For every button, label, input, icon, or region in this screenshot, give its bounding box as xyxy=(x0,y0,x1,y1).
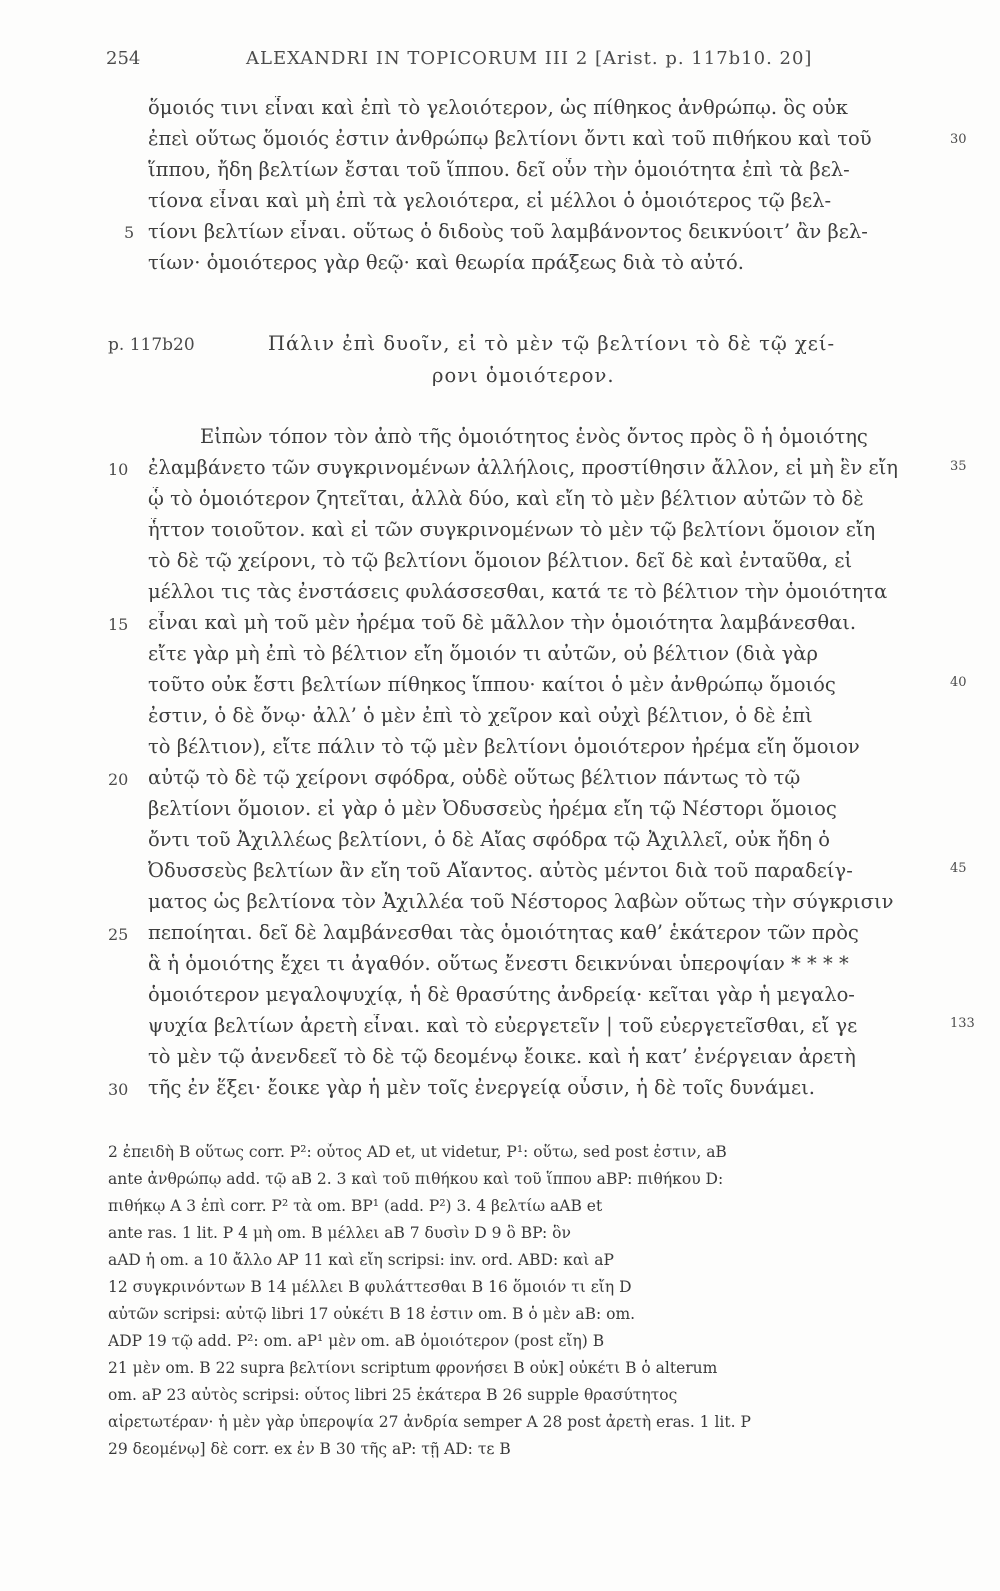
text-line: εἶναι καὶ μὴ τοῦ μὲν ἠρέμα τοῦ δὲ μᾶλλον τὴν ὁμοιότητα λαμβάνεσθαι. xyxy=(148,611,857,634)
apparatus-line: om. aP 23 αὐτὸς scripsi: οὗτος libri 25 ἑκάτερα B 26 supple θρασύτητος xyxy=(108,1386,678,1404)
text-line: ὅμοιός τινι εἶναι καὶ ἐπὶ τὸ γελοιότερον, ὡς πίθηκος ἀνθρώπῳ. ὃς οὐκ xyxy=(148,96,848,119)
text-line: τὸ δὲ τῷ χείρονι, τὸ τῷ βελτίονι ὅμοιον βέλτιον. δεῖ δὲ καὶ ἐνταῦθα, εἰ xyxy=(148,549,853,572)
apparatus-line: πιθήκῳ A 3 ἐπὶ corr. P² τὰ om. BP¹ (add. P²) 3. 4 βελτίω aAB et xyxy=(108,1197,603,1215)
text-line: ἃ ἡ ὁμοιότης ἔχει τι ἀγαθόν. οὕτως ἔνεστι δεικνύναι ὑπεροψίαν * * * * xyxy=(148,952,849,975)
text-line: ἐλαμβάνετο τῶν συγκρινομένων ἀλλήλοις, προστίθησιν ἄλλον, εἰ μὴ ἓν εἴη xyxy=(148,456,898,479)
text-line: ματος ὡς βελτίονα τὸν Ἀχιλλέα τοῦ Νέστορος λαβὼν οὕτως τὴν σύγκρισιν xyxy=(148,890,894,913)
text-line: εἴτε γὰρ μὴ ἐπὶ τὸ βέλτιον εἴη ὅμοιόν τι αὐτῶν, οὐ βέλτιον (διὰ γὰρ xyxy=(148,642,818,665)
text-line: τὸ μὲν τῷ ἀνενδεεῖ τὸ δὲ τῷ δεομένῳ ἔοικε. καὶ ἡ κατ’ ἐνέργειαν ἀρετὴ xyxy=(148,1045,856,1068)
line-number: 20 xyxy=(108,770,129,789)
apparatus-line: αἱρετωτέραν· ἡ μὲν γὰρ ὑπεροψία 27 ἀνδρία semper A 28 post ἀρετὴ eras. 1 lit. P xyxy=(108,1413,751,1431)
text-line: ἐπεὶ οὕτως ὅμοιός ἐστιν ἀνθρώπῳ βελτίονι ὄντι καὶ τοῦ πιθήκου καὶ τοῦ xyxy=(148,127,872,150)
running-header xyxy=(106,48,846,74)
margin-number: 45 xyxy=(950,861,967,876)
text-line: τὸ βέλτιον), εἴτε πάλιν τὸ τῷ μὲν βελτίονι ὁμοιότερον ἠρέμα εἴη ὅμοιον xyxy=(148,735,860,758)
apparatus-line: aAD ἡ om. a 10 ἄλλο AP 11 καὶ εἴη scripsi: inv. ord. ABD: καὶ aP xyxy=(108,1251,614,1269)
apparatus-line: ante ras. 1 lit. P 4 μὴ om. B μέλλει aB 7 δυσὶν D 9 ὃ BP: ὃν xyxy=(108,1224,571,1242)
text-line: πεποίηται. δεῖ δὲ λαμβάνεσθαι τὰς ὁμοιότητας καθ’ ἑκάτερον τῶν πρὸς xyxy=(148,921,859,944)
text-line: ἵππου, ἤδη βελτίων ἔσται τοῦ ἵππου. δεῖ οὖν τὴν ὁμοιότητα ἐπὶ τὰ βελ- xyxy=(148,158,850,181)
text-line: ἐστιν, ὁ δὲ ὄνῳ· ἀλλ’ ὁ μὲν ἐπὶ τὸ χεῖρον καὶ οὐχὶ βέλτιον, ὁ δὲ ἐπὶ xyxy=(148,704,813,727)
text-line: μέλλοι τις τὰς ἐνστάσεις φυλάσσεσθαι, κατά τε τὸ βέλτιον τὴν ὁμοιότητα xyxy=(148,580,888,603)
line-number: 30 xyxy=(108,1080,129,1099)
text-line: τῆς ἐν ἕξει· ἔοικε γὰρ ἡ μὲν τοῖς ἐνεργείᾳ οὖσιν, ἡ δὲ τοῖς δυνάμει. xyxy=(148,1076,815,1099)
apparatus-line: ante ἀνθρώπῳ add. τῷ aB 2. 3 καὶ τοῦ πιθήκου καὶ τοῦ ἵππου aBP: πιθήκου D: xyxy=(108,1170,724,1188)
margin-number: 133 xyxy=(950,1016,975,1031)
text-line: βελτίονι ὅμοιον. εἰ γὰρ ὁ μὲν Ὀδυσσεὺς ἠρέμα εἴη τῷ Νέστορι ὅμοιος xyxy=(148,797,837,820)
text-line: τίων· ὁμοιότερος γὰρ θεῷ· καὶ θεωρία πράξεως διὰ τὸ αὐτό. xyxy=(148,251,744,274)
lemma-line: Πάλιν ἐπὶ δυοῖν, εἰ τὸ μὲν τῷ βελτίονι τὸ δὲ τῷ χεί- xyxy=(268,332,836,355)
line-number: 5 xyxy=(124,223,135,242)
line-number: 15 xyxy=(108,615,129,634)
apparatus-line: ADP 19 τῷ add. P²: om. aP¹ μὲν om. aB ὁμοιότερον (post εἴη) B xyxy=(108,1332,605,1350)
line-number: 25 xyxy=(108,925,129,944)
margin-number: 40 xyxy=(950,675,967,690)
apparatus-line: αὐτῶν scripsi: αὐτῷ libri 17 οὐκέτι B 18 ἐστιν om. B ὁ μὲν aB: om. xyxy=(108,1305,636,1323)
lemma-reference: p. 117b20 xyxy=(108,335,195,355)
text-line: ὁμοιότερον μεγαλοψυχίᾳ, ἡ δὲ θρασύτης ἀνδρείᾳ· κεῖται γὰρ ἡ μεγαλο- xyxy=(148,983,855,1006)
text-line: ὄντι τοῦ Ἀχιλλέως βελτίονι, ὁ δὲ Αἴας σφόδρα τῷ Ἀχιλλεῖ, οὐκ ἤδη ὁ xyxy=(148,828,830,851)
text-line: Ὀδυσσεὺς βελτίων ἂν εἴη τοῦ Αἴαντος. αὐτὸς μέντοι διὰ τοῦ παραδείγ- xyxy=(148,859,853,882)
page-number: 254 xyxy=(106,48,141,69)
apparatus-line: 2 ἐπειδὴ B οὕτως corr. P²: οὗτος AD et, ut videtur, P¹: οὕτω, sed post ἐστιν, aB xyxy=(108,1143,727,1161)
apparatus-line: 12 συγκρινόντων B 14 μέλλει B φυλάττεσθαι B 16 ὅμοιόν τι εἴη D xyxy=(108,1278,632,1296)
margin-number: 30 xyxy=(950,132,967,147)
text-line: ᾧ τὸ ὁμοιότερον ζητεῖται, ἀλλὰ δύο, καὶ εἴη τὸ μὲν βέλτιον αὐτῶν τὸ δὲ xyxy=(148,487,864,510)
apparatus-line: 21 μὲν om. B 22 supra βελτίονι scriptum φρονήσει B οὐκ] οὐκέτι B ὁ alterum xyxy=(108,1359,718,1377)
text-line: τοῦτο οὐκ ἔστι βελτίων πίθηκος ἵππου· καίτοι ὁ μὲν ἀνθρώπῳ ὅμοιός xyxy=(148,673,836,696)
text-line: τίονι βελτίων εἶναι. οὕτως ὁ διδοὺς τοῦ λαμβάνοντος δεικνύοιτ’ ἂν βελ- xyxy=(148,220,868,243)
text-line: ψυχία βελτίων ἀρετὴ εἶναι. καὶ τὸ εὐεργετεῖν | τοῦ εὐεργετεῖσθαι, εἴ γε xyxy=(148,1014,858,1037)
line-number: 10 xyxy=(108,460,129,479)
running-title: ALEXANDRI IN TOPICORUM III 2 [Arist. p. 117b10. 20] xyxy=(246,48,813,69)
margin-number: 35 xyxy=(950,459,967,474)
lemma-line: ρονι ὁμοιότερον. xyxy=(432,364,615,387)
apparatus-line: 29 δεομένῳ] δὲ corr. ex ἐν B 30 τῆς aP: τῇ AD: τε B xyxy=(108,1440,511,1458)
text-line: αὐτῷ τὸ δὲ τῷ χείρονι σφόδρα, οὐδὲ οὕτως βέλτιον πάντως τὸ τῷ xyxy=(148,766,801,789)
text-line: ἧττον τοιοῦτον. καὶ εἰ τῶν συγκρινομένων τὸ μὲν τῷ βελτίονι ὅμοιον εἴη xyxy=(148,518,876,541)
text-line: τίονα εἶναι καὶ μὴ ἐπὶ τὰ γελοιότερα, εἰ μέλλοι ὁ ὁμοιότερος τῷ βελ- xyxy=(148,189,832,212)
text-line: Εἰπὼν τόπον τὸν ἀπὸ τῆς ὁμοιότητος ἑνὸς ὄντος πρὸς ὃ ἡ ὁμοιότης xyxy=(200,425,868,448)
